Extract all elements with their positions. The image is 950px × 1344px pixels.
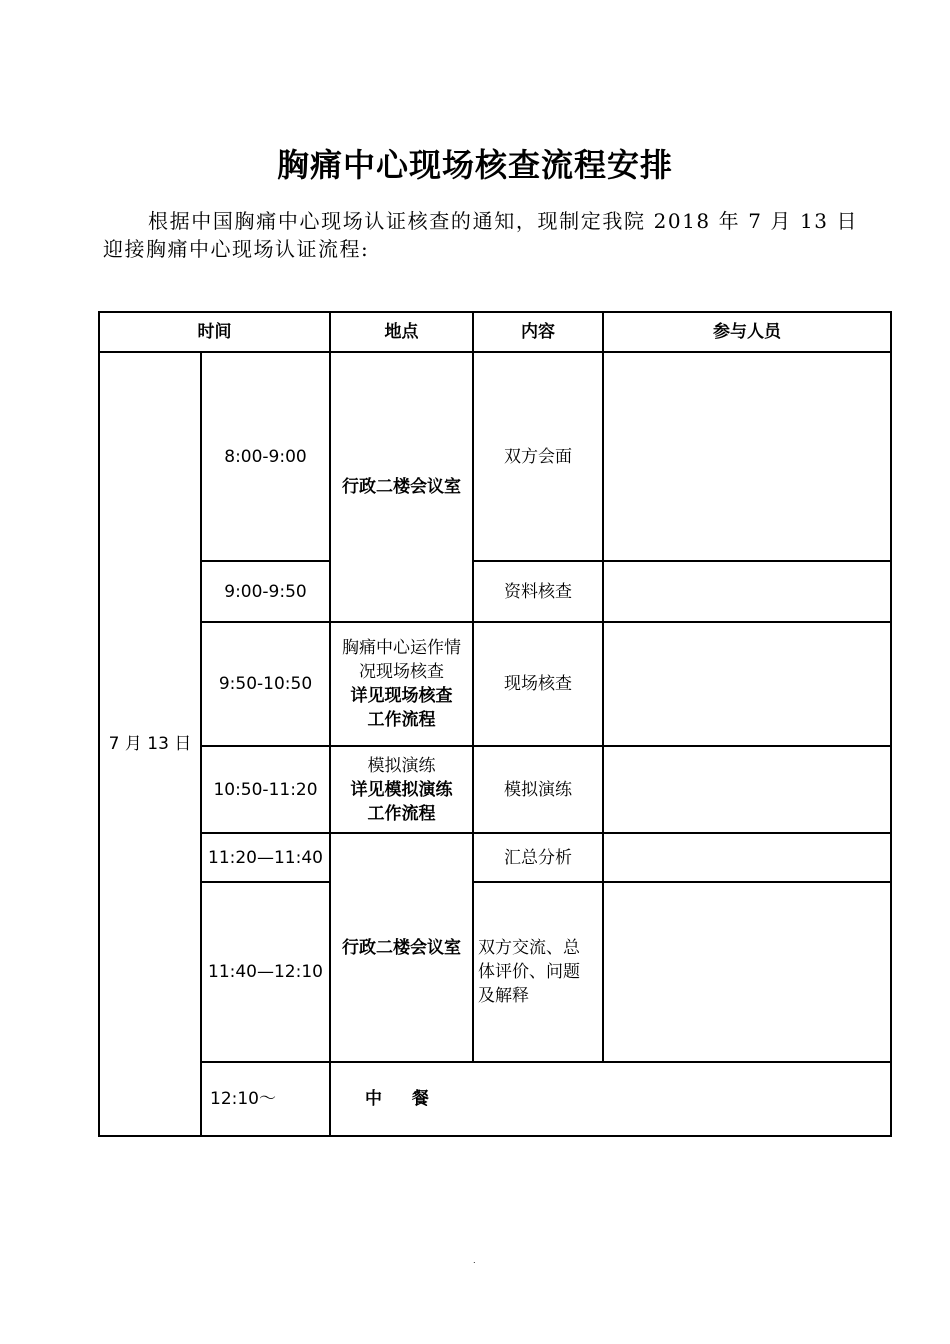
table-row xyxy=(99,882,891,1062)
time-cell: 11:40—12:10 xyxy=(201,882,330,1062)
participants-cell xyxy=(603,833,891,882)
intro-paragraph: 根据中国胸痛中心现场认证核查的通知，现制定我院 2018 年 7 月 13 日迎接胸痛中心现场认证流程: xyxy=(103,209,858,261)
location-cell xyxy=(330,352,473,622)
table-header-row xyxy=(99,312,891,352)
location-line: 胸痛中心运作情 xyxy=(342,638,461,658)
location-line: 况现场核查 xyxy=(359,662,444,682)
meal-label-a: 中 xyxy=(365,1089,382,1109)
time-cell: 11:20—11:40 xyxy=(201,833,330,882)
meal-cell xyxy=(330,1062,891,1136)
table-row xyxy=(99,622,891,746)
participants-cell xyxy=(603,561,891,622)
content-cell xyxy=(473,882,603,1062)
location-cell xyxy=(330,622,473,746)
location-note: 工作流程 xyxy=(367,710,436,730)
date-cell: 7 月 13 日 xyxy=(99,352,201,1136)
header-participants: 参与人员 xyxy=(603,312,891,352)
content-line: 及解释 xyxy=(478,986,529,1006)
content-cell: 模拟演练 xyxy=(473,746,603,833)
participants-cell xyxy=(603,622,891,746)
location-label: 行政二楼会议室 xyxy=(342,477,461,497)
location-cell xyxy=(330,833,473,1062)
time-cell: 12:10～ xyxy=(201,1062,330,1136)
time-cell: 10:50-11:20 xyxy=(201,746,330,833)
location-note: 工作流程 xyxy=(367,803,436,824)
table-row xyxy=(99,561,891,622)
header-content: 内容 xyxy=(473,312,603,352)
content-cell: 双方会面 xyxy=(473,352,603,561)
time-cell: 9:00-9:50 xyxy=(201,561,330,622)
header-location: 地点 xyxy=(330,312,473,352)
content-cell: 资料核查 xyxy=(473,561,603,622)
participants-cell xyxy=(603,882,891,1062)
header-time: 时间 xyxy=(99,312,330,352)
footer-mark: . xyxy=(473,1256,476,1265)
location-line: 模拟演练 xyxy=(367,755,436,776)
participants-cell xyxy=(603,352,891,561)
table-row xyxy=(99,352,891,561)
content-line: 双方交流、总 xyxy=(478,938,580,958)
content-line: 体评价、问题 xyxy=(478,962,580,982)
document-title: 胸痛中心现场核查流程安排 xyxy=(276,146,673,184)
schedule-table xyxy=(98,311,892,1137)
location-note: 详见模拟演练 xyxy=(350,779,453,800)
meal-label-b: 餐 xyxy=(411,1089,429,1109)
time-cell: 8:00-9:00 xyxy=(201,352,330,561)
location-label: 行政二楼会议室 xyxy=(342,937,461,958)
content-cell: 现场核查 xyxy=(473,622,603,746)
table-row xyxy=(99,746,891,833)
participants-cell xyxy=(603,746,891,833)
table-row xyxy=(99,1062,891,1136)
time-cell: 9:50-10:50 xyxy=(201,622,330,746)
location-note: 详见现场核查 xyxy=(350,686,453,706)
table-row xyxy=(99,833,891,882)
location-cell xyxy=(330,746,473,833)
content-cell: 汇总分析 xyxy=(473,833,603,882)
